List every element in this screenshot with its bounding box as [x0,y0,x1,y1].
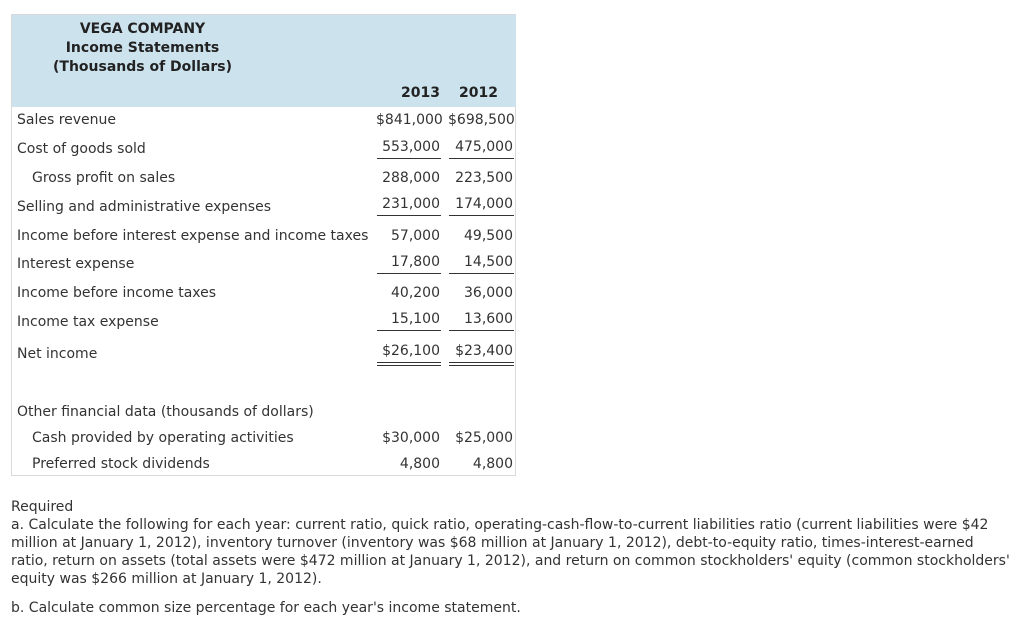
income-before-taxes-2012: 36,000 [464,285,513,301]
row-label-interest-expense: Interest expense [17,256,135,272]
underline [449,273,514,274]
cost-of-goods-sold-2013: 553,000 [382,139,440,155]
required-part-a: a. Calculate the following for each year: current ratio, quick ratio, operating-cash-flow-to-current liabilities ratio (current liabilities were $42 million at January 1, 2012), inventory turnover (inventory was $68 million at January 1, 2012), debt-to-equity ratio, times-interest-earned ratio, return on assets (total assets were $472 million at January 1, 2012), and return on common stockholders' equity (common stockholders' equity was $266 million at January 1, 2012). [11,517,1010,587]
selling-admin-2012: 174,000 [455,196,513,212]
net-income-2013: $26,100 [382,343,440,359]
income-tax-expense-2012: 13,600 [464,311,513,327]
selling-admin-2013: 231,000 [382,196,440,212]
income-statement-table [11,14,516,476]
row-label-preferred-dividends: Preferred stock dividends [32,456,210,472]
row-label-income-before-interest: Income before interest expense and income taxes [17,228,369,244]
row-label-cash-from-operations: Cash provided by operating activities [32,430,294,446]
preferred-dividends-2013: 4,800 [399,456,440,472]
gross-profit-2013: 288,000 [382,170,440,186]
interest-expense-2012: 14,500 [464,254,513,270]
underline [377,158,441,159]
sales-revenue-2012: $698,500 [448,112,515,128]
sales-revenue-2013: $841,000 [376,112,443,128]
underline [377,273,441,274]
underline [449,330,514,331]
double-underline [377,362,441,366]
income-before-taxes-2013: 40,200 [391,285,440,301]
row-label-sales-revenue: Sales revenue [17,112,117,128]
income-before-interest-2013: 57,000 [391,228,440,244]
underline [449,158,514,159]
underline [377,330,441,331]
underline [377,215,441,216]
row-label-cost-of-goods-sold: Cost of goods sold [17,141,146,157]
double-underline [449,362,514,366]
statement-title: Income Statements [65,40,220,56]
row-label-selling-admin: Selling and administrative expenses [17,199,271,215]
row-label-net-income: Net income [17,346,98,362]
cash-from-operations-2013: $30,000 [382,430,440,446]
required-part-b: b. Calculate common size percentage for each year's income statement. [11,600,521,616]
statement-units: (Thousands of Dollars) [53,59,232,75]
other-data-heading: Other financial data (thousands of dollars) [17,404,314,420]
row-label-income-tax-expense: Income tax expense [17,314,159,330]
underline [449,215,514,216]
cash-from-operations-2012: $25,000 [455,430,513,446]
column-header-2013: 2013 [401,85,440,101]
row-label-income-before-taxes: Income before income taxes [17,285,217,301]
row-label-gross-profit: Gross profit on sales [32,170,176,186]
column-header-2012: 2012 [459,85,498,101]
company-name: VEGA COMPANY [79,21,206,37]
gross-profit-2012: 223,500 [455,170,513,186]
required-heading: Required [11,499,74,515]
preferred-dividends-2012: 4,800 [472,456,513,472]
income-tax-expense-2013: 15,100 [391,311,440,327]
cost-of-goods-sold-2012: 475,000 [455,139,513,155]
income-before-interest-2012: 49,500 [464,228,513,244]
net-income-2012: $23,400 [455,343,513,359]
interest-expense-2013: 17,800 [391,254,440,270]
